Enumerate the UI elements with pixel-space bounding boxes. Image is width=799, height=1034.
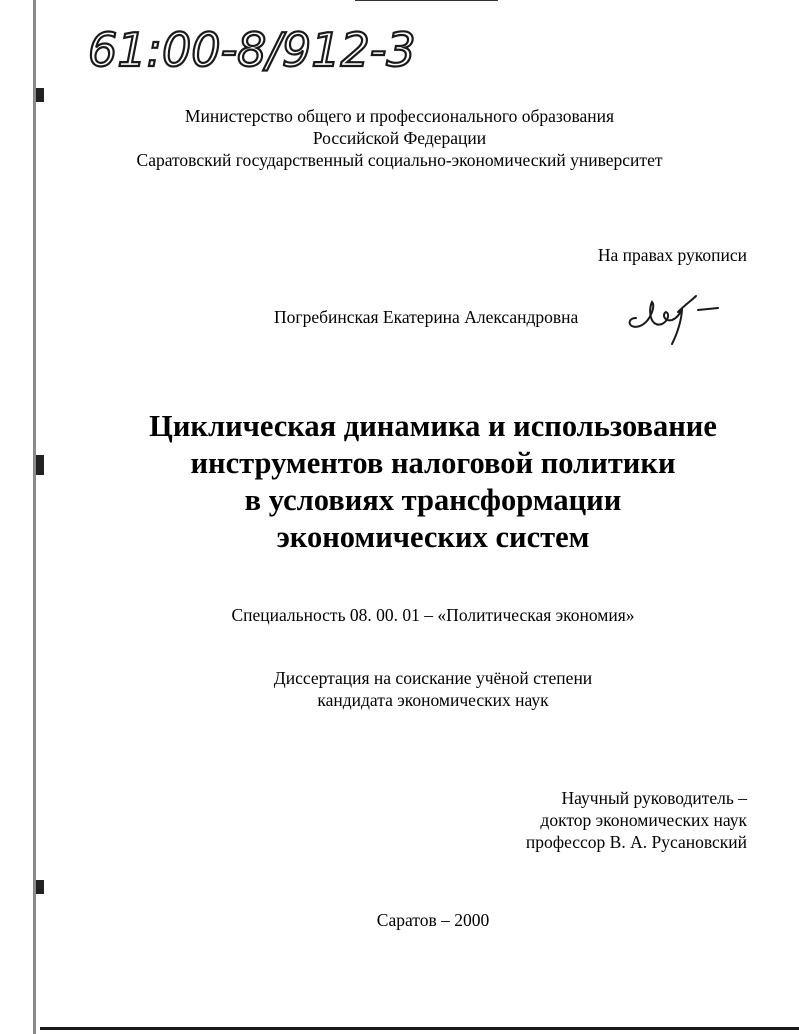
title-line: Циклическая динамика и использование xyxy=(149,409,717,443)
ministry-header xyxy=(0,105,799,171)
title-line: инструментов налоговой политики xyxy=(190,446,676,480)
title-line: в условиях трансформации xyxy=(244,483,622,517)
degree-line: кандидата экономических наук xyxy=(317,690,549,710)
university-line: Саратовский государственный социально-экономический университет xyxy=(136,150,663,170)
scientific-supervisor xyxy=(526,787,747,853)
binding-mark xyxy=(36,88,44,102)
city-year: Саратов – 2000 xyxy=(376,910,490,930)
archive-code-handwritten xyxy=(88,8,468,98)
degree-statement xyxy=(0,667,799,711)
supervisor-line: доктор экономических наук xyxy=(540,810,747,830)
specialty: Специальность 08. 00. 01 – «Политическая экономия» xyxy=(231,605,635,625)
degree-line: Диссертация на соискание учёной степени xyxy=(273,668,593,688)
supervisor-line: профессор В. А. Русановский xyxy=(525,832,747,852)
author-signature xyxy=(622,288,732,350)
ministry-line: Министерство общего и профессионального образования xyxy=(184,106,615,126)
supervisor-line: Научный руководитель – xyxy=(561,788,747,808)
author-name: Погребинская Екатерина Александровна xyxy=(274,307,579,327)
ministry-line: Российской Федерации xyxy=(312,128,487,148)
binding-mark xyxy=(36,880,44,894)
manuscript-rights: На правах рукописи xyxy=(597,245,747,265)
dissertation-title xyxy=(0,408,799,556)
bottom-rule xyxy=(40,1027,799,1030)
top-rule xyxy=(355,0,498,1)
archive-code-text: 61:00-8/912-3 xyxy=(88,23,416,77)
title-line: экономических систем xyxy=(276,520,590,554)
